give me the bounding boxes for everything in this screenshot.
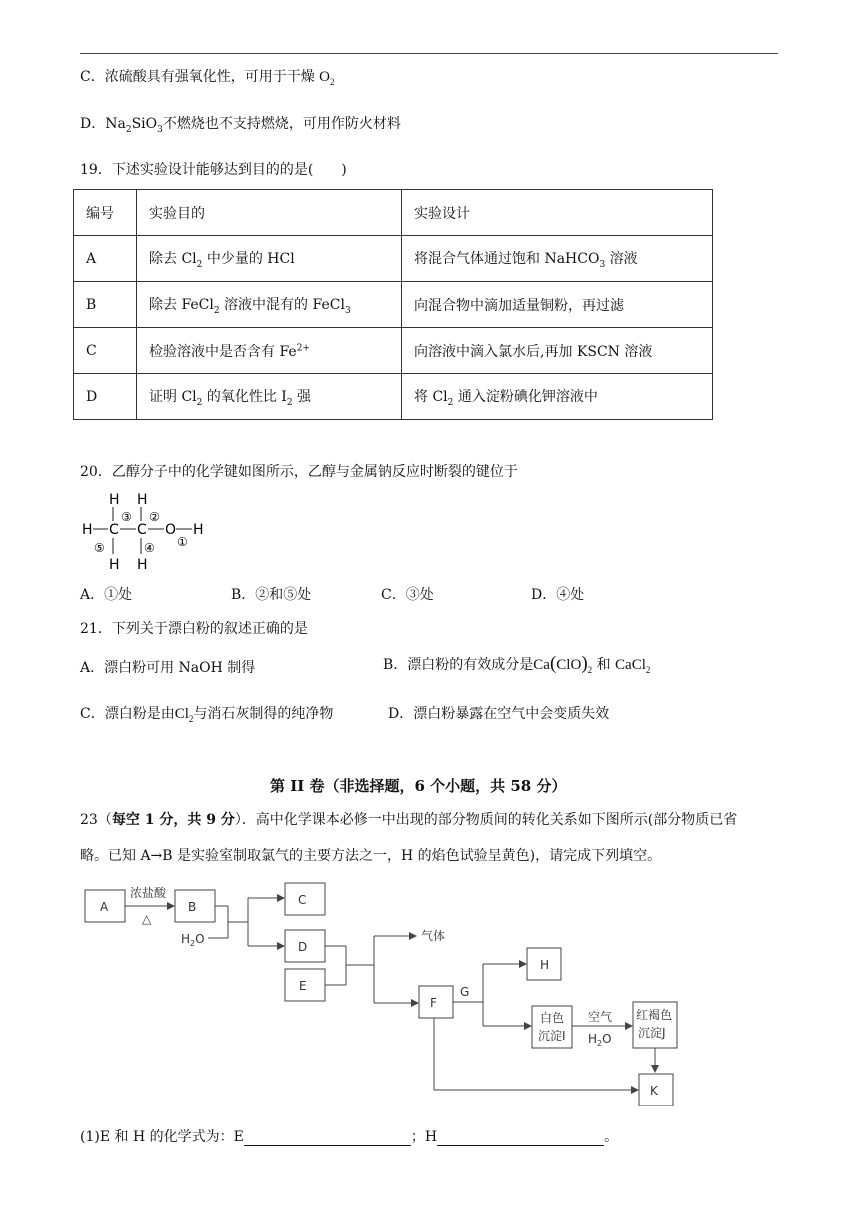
q18-option-c[interactable]: C．浓硫酸具有强氧化性，可用于干燥 $O_2$ <box>80 69 335 87</box>
label-red-2: 沉淀J <box>638 1026 666 1040</box>
q20-option-c[interactable]: C．③处 <box>381 587 434 603</box>
q23-conversion-flowchart <box>80 878 700 1106</box>
row-id: C <box>74 328 137 374</box>
label-f: F <box>430 996 437 1010</box>
q21-option-d[interactable]: D．漂白粉暴露在空气中会变质失效 <box>388 706 610 722</box>
part-ii-heading: 第 II 卷（非选择题，6 个小题，共 58 分） <box>270 777 567 795</box>
label-c: C <box>298 893 307 907</box>
label-red-1: 红褐色 <box>636 1008 673 1022</box>
bond-2-label: ② <box>149 510 160 524</box>
row-design: 向混合物中滴加适量铜粉，再过滤 <box>402 282 713 328</box>
bond-4-label: ④ <box>144 541 155 555</box>
label-conc-hcl: 浓盐酸 <box>130 886 167 900</box>
top-divider <box>80 53 778 54</box>
atom-h-left: H <box>82 522 93 538</box>
row-purpose: 除去 $Cl_2$ 中少量的 HCl <box>137 236 402 282</box>
answer-blank-h[interactable] <box>437 1131 604 1146</box>
label-air: 空气 <box>588 1010 613 1024</box>
atom-h-top-1: H <box>109 492 120 508</box>
bond-1-label: ① <box>177 535 188 549</box>
label-white-1: 白色 <box>540 1011 565 1025</box>
label-water-2: $H_2O$ <box>588 1032 612 1048</box>
answer-blank-e[interactable] <box>244 1131 411 1146</box>
label-gas: 气体 <box>421 929 446 943</box>
label-e: E <box>299 979 307 993</box>
atom-c-1: C <box>109 522 119 538</box>
label-white-2: 沉淀I <box>538 1029 566 1043</box>
q20-option-b[interactable]: B．②和⑤处 <box>231 587 312 603</box>
q23-sub-question-1: (1)E 和 H 的化学式为：E ；H 。 <box>80 1129 619 1145</box>
label-h: H <box>540 958 550 972</box>
atom-h-bottom-1: H <box>109 557 120 573</box>
cl2-formula: $Cl_2$ <box>174 706 194 724</box>
label-b: B <box>188 900 197 914</box>
table-row[interactable] <box>74 236 713 282</box>
q23-stem-line-1: 23（每空 1 分，共 9 分）．高中化学课本必修一中出现的部分物质间的转化关系如下图所示(部分物质已省 <box>80 812 738 828</box>
label-g: G <box>460 985 470 999</box>
q19-experiment-table <box>73 189 713 420</box>
bond-5-label: ⑤ <box>94 541 105 555</box>
q21-option-b[interactable]: B．漂白粉的有效成分是$Ca(ClO)_2$ 和 CaCl$_2$ <box>383 653 651 675</box>
row-purpose: 检验溶液中是否含有 $Fe^{2+}$ <box>137 328 402 374</box>
q21-option-a[interactable]: A．漂白粉可用 NaOH 制得 <box>80 660 256 676</box>
q19-question: 19．下述实验设计能够达到目的的是( ) <box>80 162 347 178</box>
row-purpose: 证明 $Cl_2$ 的氧化性比 $I_2$ 强 <box>137 374 402 420</box>
header-design: 实验设计 <box>402 190 713 236</box>
ethanol-structure-diagram <box>80 488 220 574</box>
label-water-1: $H_2O$ <box>181 932 205 948</box>
header-id: 编号 <box>74 190 137 236</box>
label-heat: △ <box>142 912 152 926</box>
label-d: D <box>298 940 308 954</box>
bond-3-label: ③ <box>121 510 132 524</box>
table-row[interactable] <box>74 282 713 328</box>
label-k: K <box>650 1084 658 1098</box>
q20-option-a[interactable]: A．①处 <box>80 587 133 603</box>
q18-option-d[interactable]: D．$Na_2SiO_3$不燃烧也不支持燃烧，可用作防火材料 <box>80 116 401 135</box>
atom-h-right: H <box>193 522 204 538</box>
row-design: 向溶液中滴入氯水后,再加 KSCN 溶液 <box>402 328 713 374</box>
table-header-row <box>74 190 713 236</box>
row-design: 将混合气体通过饱和 NaHCO$_3$ 溶液 <box>402 236 713 282</box>
atom-h-top-2: H <box>137 492 148 508</box>
table-row[interactable] <box>74 328 713 374</box>
header-purpose: 实验目的 <box>137 190 402 236</box>
row-id: D <box>74 374 137 420</box>
na2sio3-formula: $Na_2SiO_3$ <box>105 116 163 135</box>
label-a: A <box>100 900 109 914</box>
q20-option-d[interactable]: D．④处 <box>531 587 585 603</box>
atom-h-bottom-2: H <box>137 557 148 573</box>
o2-formula: $O_2$ <box>319 69 335 87</box>
row-id: B <box>74 282 137 328</box>
q20-question: 20．乙醇分子中的化学键如图所示，乙醇与金属钠反应时断裂的键位于 <box>80 464 518 480</box>
atom-c-2: C <box>137 522 147 538</box>
q21-option-c[interactable]: C．漂白粉是由$Cl_2$与消石灰制得的纯净物 <box>80 706 334 724</box>
row-purpose: 除去 FeCl$_2$ 溶液中混有的 FeCl$_3$ <box>137 282 402 328</box>
table-row[interactable] <box>74 374 713 420</box>
q21-question: 21．下列关于漂白粉的叙述正确的是 <box>80 621 308 637</box>
row-design: 将 $Cl_2$ 通入淀粉碘化钾溶液中 <box>402 374 713 420</box>
row-id: A <box>74 236 137 282</box>
q23-stem-line-2: 略。已知 A→B 是实验室制取氯气的主要方法之一，H 的焰色试验呈黄色)，请完成下列填空。 <box>80 848 662 864</box>
atom-o: O <box>165 522 177 538</box>
bleach-formula: $Ca(ClO)_2$ 和 CaCl$_2$ <box>533 653 651 675</box>
